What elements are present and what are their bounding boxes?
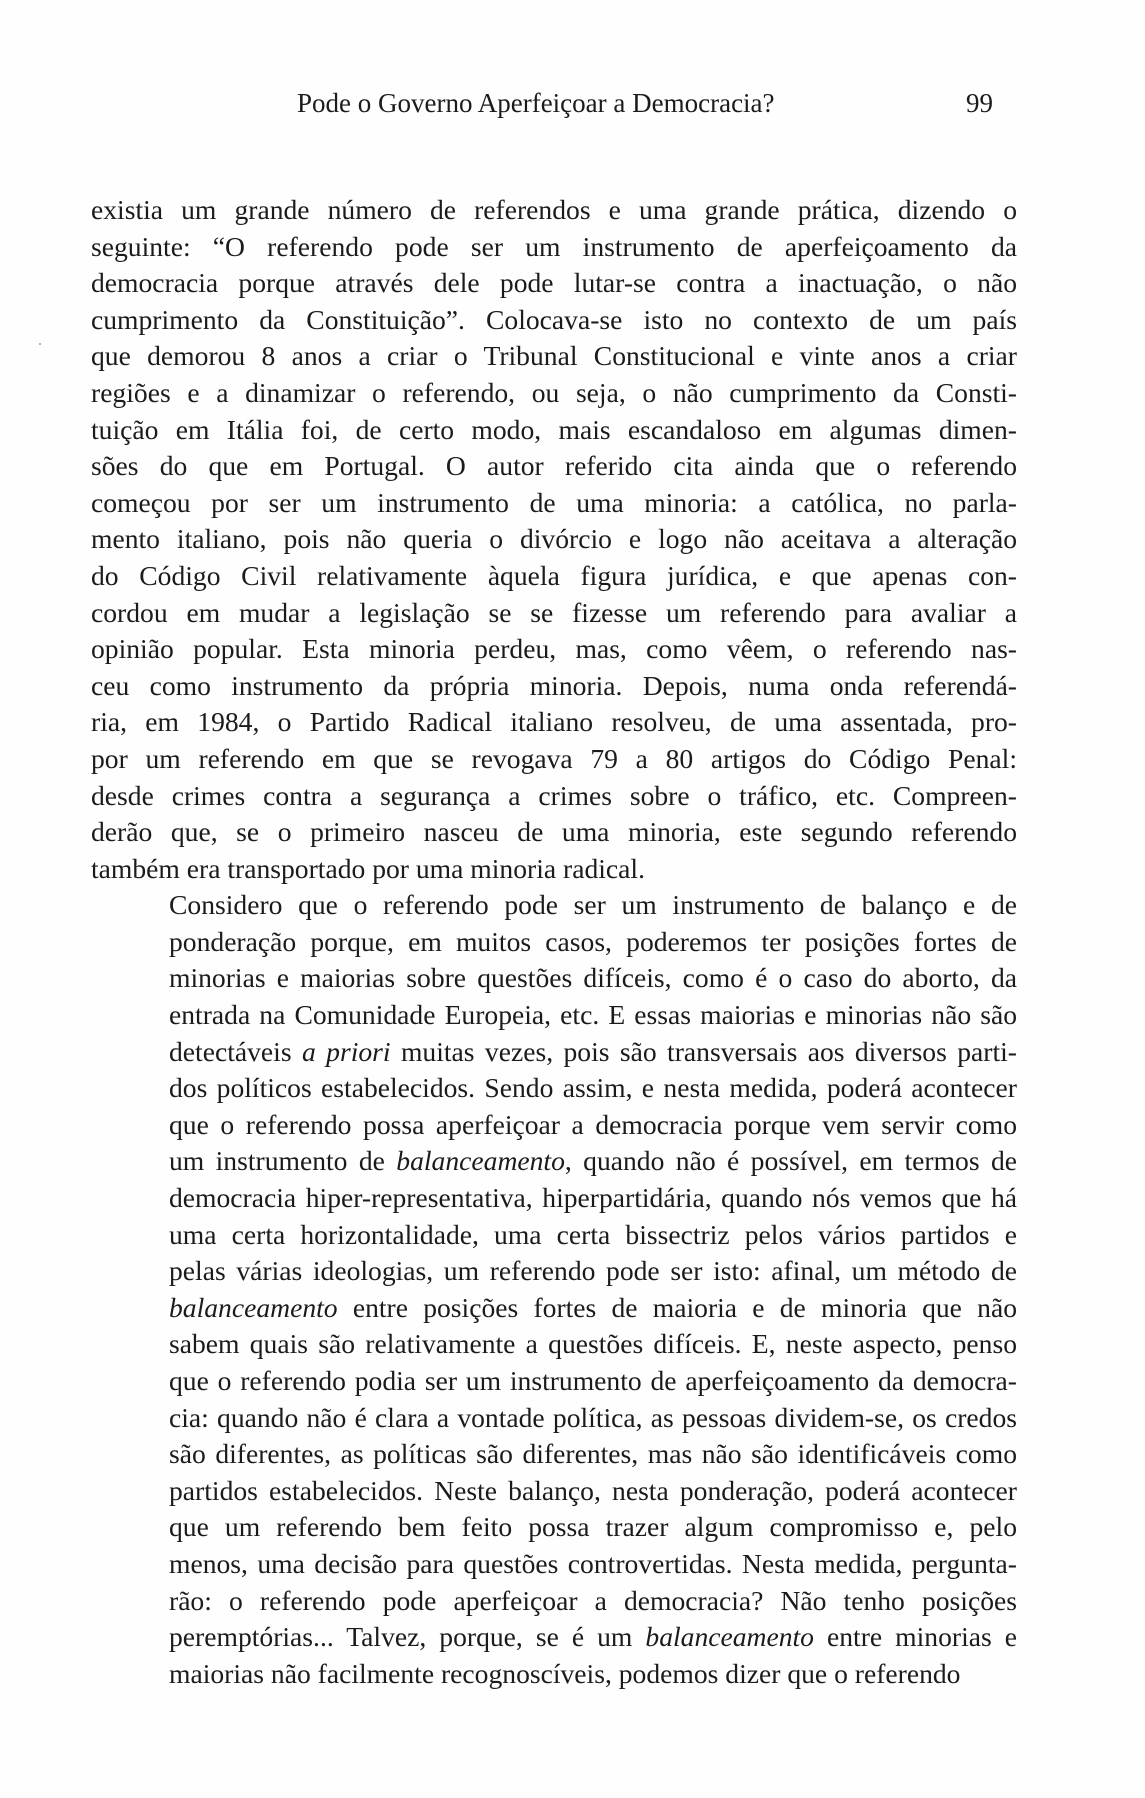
text-line: desde crimes contra a segurança a crimes sobre o tráfico, etc. Compreen- xyxy=(91,779,1017,811)
running-title: Pode o Governo Aperfeiçoar a Democracia? xyxy=(297,88,775,118)
text-line: existia um grande número de referendos e uma grande prática, dizendo o xyxy=(91,194,1017,225)
text-line: uma certa horizontalidade, uma certa bissectriz pelos vários partidos e xyxy=(169,1218,1017,1250)
text-line: que o referendo podia ser um instrumento de aperfeiçoamento da democra- xyxy=(169,1365,1017,1396)
text-line: que demorou 8 anos a criar o Tribunal Constitucional e vinte anos a criar xyxy=(91,340,1017,372)
text-line: são diferentes, as políticas são diferentes, mas não são identificáveis como xyxy=(169,1438,1017,1470)
text-line: que o referendo possa aperfeiçoar a democracia porque vem servir como xyxy=(169,1108,1017,1140)
text-line: minorias e maiorias sobre questões difíceis, como é o caso do aborto, da xyxy=(169,962,1017,994)
text-line: democracia porque através dele pode lutar-se contra a inactuação, o não xyxy=(91,267,1017,299)
text-line: sabem quais são relativamente a questões difíceis. E, neste aspecto, penso xyxy=(169,1328,1017,1360)
text-line: detectáveis a priori muitas vezes, pois são transversais aos diversos parti- xyxy=(169,1035,1017,1067)
text-line: maiorias não facilmente recognoscíveis, podemos dizer que o referendo xyxy=(169,1657,961,1689)
text-line: menos, uma decisão para questões controvertidas. Nesta medida, pergunta- xyxy=(169,1547,1017,1579)
text-line: que um referendo bem feito possa trazer algum compromisso e, pelo xyxy=(169,1511,1017,1543)
text-line: entrada na Comunidade Europeia, etc. E essas maiorias e minorias não são xyxy=(169,999,1017,1031)
text-line: tuição em Itália foi, de certo modo, mais escandaloso em algumas dimen- xyxy=(91,413,1017,445)
paragraph xyxy=(91,192,1017,887)
text-line: partidos estabelecidos. Neste balanço, nesta ponderação, poderá acontecer xyxy=(169,1474,1017,1506)
text-line: um instrumento de balanceamento, quando não é possível, em termos de xyxy=(169,1145,1018,1177)
text-line: balanceamento entre posições fortes de maioria e de minoria que não xyxy=(169,1291,1017,1323)
text-line: cumprimento da Constituição”. Colocava-se isto no contexto de um país xyxy=(91,303,1017,335)
text-line: cia: quando não é clara a vontade política, as pessoas dividem-se, os credos xyxy=(169,1401,1017,1433)
body-text xyxy=(91,192,1017,1692)
scan-speck xyxy=(39,343,41,345)
text-line: ceu como instrumento da própria minoria. Depois, numa onda referendá- xyxy=(91,669,1017,701)
text-line: mento italiano, pois não queria o divórcio e logo não aceitava a alteração xyxy=(91,523,1017,555)
text-line: democracia hiper-representativa, hiperpartidária, quando nós vemos que há xyxy=(169,1182,1017,1214)
text-line: pelas várias ideologias, um referendo pode ser isto: afinal, um método de xyxy=(169,1255,1017,1287)
paragraph xyxy=(91,887,1017,1692)
page-number: 99 xyxy=(966,88,993,118)
text-line: peremptórias... Talvez, porque, se é um balanceamento entre minorias e xyxy=(169,1621,1017,1653)
text-line: também era transportado por uma minoria radical. xyxy=(91,852,645,884)
text-line: sões do que em Portugal. O autor referido cita ainda que o referendo xyxy=(91,450,1017,482)
text-line: seguinte: “O referendo pode ser um instrumento de aperfeiçoamento da xyxy=(91,230,1017,262)
text-line: ponderação porque, em muitos casos, poderemos ter posições fortes de xyxy=(169,925,1017,957)
text-line: rão: o referendo pode aperfeiçoar a democracia? Não tenho posições xyxy=(169,1584,1017,1616)
text-line: regiões e a dinamizar o referendo, ou seja, o não cumprimento da Consti- xyxy=(91,376,1017,408)
text-line: começou por ser um instrumento de uma minoria: a católica, no parla- xyxy=(91,486,1017,518)
text-line: ria, em 1984, o Partido Radical italiano resolveu, de uma assentada, pro- xyxy=(91,706,1017,738)
text-line: por um referendo em que se revogava 79 a 80 artigos do Código Penal: xyxy=(91,742,1017,774)
text-line: Considero que o referendo pode ser um instrumento de balanço e de xyxy=(169,889,1017,921)
text-line: dos políticos estabelecidos. Sendo assim, e nesta medida, poderá acontecer xyxy=(169,1072,1017,1104)
text-line: do Código Civil relativamente àquela figura jurídica, e que apenas con- xyxy=(91,559,1017,591)
text-line: derão que, se o primeiro nasceu de uma minoria, este segundo referendo xyxy=(91,816,1017,848)
text-line: cordou em mudar a legislação se se fizesse um referendo para avaliar a xyxy=(91,596,1017,628)
text-line: opinião popular. Esta minoria perdeu, mas, como vêem, o referendo nas- xyxy=(91,633,1017,665)
running-header xyxy=(0,88,1145,128)
